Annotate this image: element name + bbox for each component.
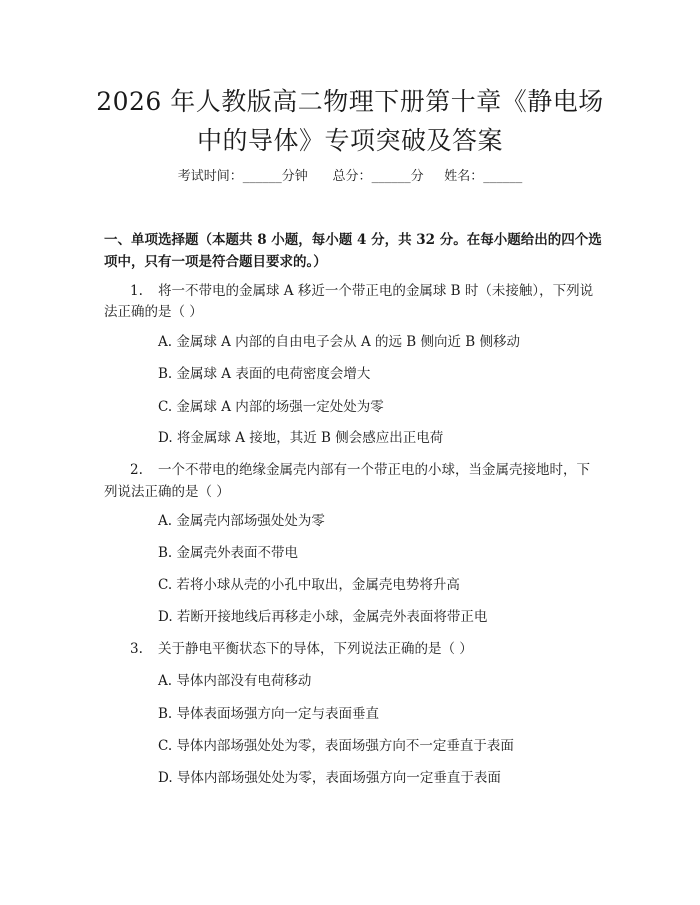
exam-info (0, 167, 700, 187)
exam-time-label: 考试时间： (177, 169, 243, 184)
question-1-stem-line-2: 法正确的是（ ） (104, 304, 203, 320)
question-1-option-b[interactable]: B. 金属球 A 表面的电荷密度会增大 (158, 366, 371, 382)
question-1-number: 1. (130, 283, 143, 299)
total-score-label: 总分： (332, 169, 372, 184)
question-2-stem-line-2: 列说法正确的是（ ） (104, 484, 230, 500)
section-heading-line-2: 项中，只有一项是符合题目要求的。） (104, 254, 327, 270)
question-1-option-d[interactable]: D. 将金属球 A 接地，其近 B 侧会感应出正电荷 (158, 430, 444, 446)
exam-time-blank: ______ (242, 169, 282, 184)
question-2-option-d[interactable]: D. 若断开接地线后再移走小球，金属壳外表面将带正电 (158, 609, 488, 625)
question-2-number: 2. (130, 462, 143, 478)
student-name-blank: ______ (483, 169, 523, 184)
question-2-stem-line-1: 一个不带电的绝缘金属壳内部有一个带正电的小球，当金属壳接地时，下 (158, 462, 590, 478)
question-3-option-d[interactable]: D. 导体内部场强处处为零，表面场强方向一定垂直于表面 (158, 770, 501, 786)
question-3-number: 3. (130, 641, 143, 657)
question-3-option-b[interactable]: B. 导体表面场强方向一定与表面垂直 (158, 706, 380, 722)
question-3-option-a[interactable]: A. 导体内部没有电荷移动 (158, 673, 312, 689)
document-title-line-2: 中的导体》专项突破及答案 (196, 126, 503, 155)
question-3-option-c[interactable]: C. 导体内部场强处处为零，表面场强方向不一定垂直于表面 (158, 738, 514, 754)
total-score-blank: ______ (371, 169, 411, 184)
question-3-stem-line-1: 关于静电平衡状态下的导体，下列说法正确的是（ ） (158, 641, 473, 657)
question-2-option-c[interactable]: C. 若将小球从壳的小孔中取出，金属壳电势将升高 (158, 577, 460, 593)
document-title-line-1: 2026 年人教版高二物理下册第十章《静电场 (96, 87, 604, 116)
question-1-option-a[interactable]: A. 金属球 A 内部的自由电子会从 A 的远 B 侧向近 B 侧移动 (158, 334, 521, 350)
question-2-option-b[interactable]: B. 金属壳外表面不带电 (158, 545, 299, 561)
student-name-label: 姓名： (444, 169, 484, 184)
total-score-unit: 分 (410, 169, 424, 184)
section-heading-line-1: 一、单项选择题（本题共 8 小题，每小题 4 分，共 32 分。在每小题给出的四个选 (104, 232, 602, 248)
exam-time-unit: 分钟 (281, 169, 308, 184)
question-2-option-a[interactable]: A. 金属壳内部场强处处为零 (158, 513, 325, 529)
question-1-stem-line-1: 将一不带电的金属球 A 移近一个带正电的金属球 B 时（未接触），下列说 (158, 283, 594, 299)
question-1-option-c[interactable]: C. 金属球 A 内部的场强一定处处为零 (158, 399, 384, 415)
